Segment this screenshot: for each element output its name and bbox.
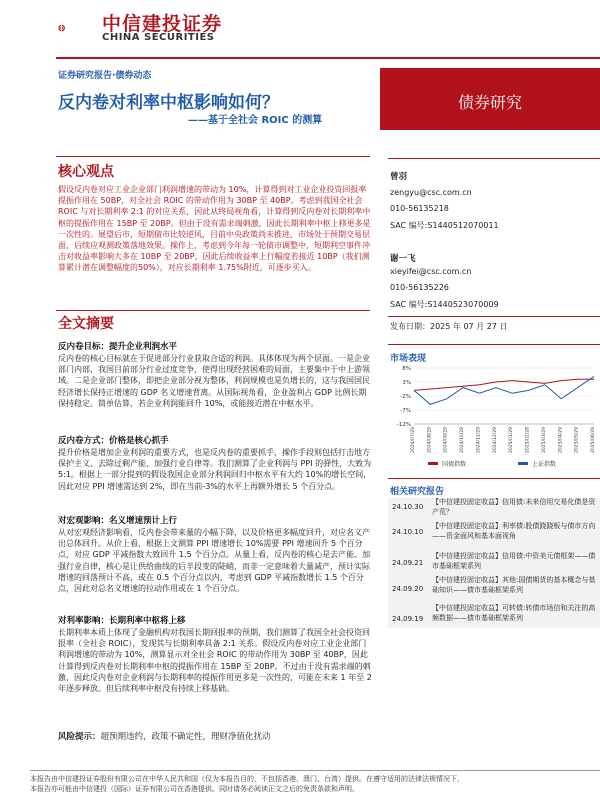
right-divider: [388, 316, 600, 317]
chart-series-line: [414, 379, 594, 390]
related-heading: 相关研究报告: [390, 487, 445, 497]
chart-y-tick-label: 3%: [402, 380, 411, 386]
chart-x-tick-label: 2025/01/29: [509, 427, 515, 453]
abstract-sub-heading: 反内卷方式：价格是核心抓手: [58, 436, 169, 446]
risk-text: 超预期违约，政策不确定性，理财净值化扰动: [100, 732, 271, 742]
abstract-heading: 全文摘要: [58, 316, 114, 332]
publish-value: 2025 年 07 月 27 日: [430, 322, 508, 331]
chart-y-tick-label: -12%: [396, 422, 411, 428]
chart-x-tick-label: 2024/11/29: [476, 427, 482, 453]
right-divider: [388, 478, 600, 479]
right-divider: [388, 158, 600, 159]
author-phone: 010-56135226: [390, 283, 449, 292]
abstract-sub-heading: 对利率影响：长期利率中枢将上移: [58, 616, 186, 626]
related-item-link[interactable]: 【中信建投固定收益】信用债:中资美元债框架——债市基础框架系列: [432, 552, 596, 570]
section-divider: [56, 156, 370, 157]
abstract-paragraph: 提升价格是增加企业利润的重要方式，也是反内卷的重要抓手，操作手段则包括打击地方保护主义、去除过剩产能、加强行业自律等。我们测算了企业利润与 PPI 的弹性，大致为 5:1。根据上一部分提到的假设我国企业部分利润回归中枢水平有大约 10%的增长空间，因此对应 PPI 增速需达到 2%，即在当前-3%的水平上再额外增长 5 个百分点。: [58, 448, 372, 491]
market-chart: [388, 362, 600, 474]
page-title: 反内卷对利率中枢影响如何？: [58, 93, 279, 113]
chart-legend-label: 国债指数: [442, 461, 467, 468]
chart-x-tick-label: 2025/03/29: [541, 427, 547, 453]
author-email[interactable]: xieyifei@csc.com.cn: [390, 267, 472, 276]
related-item-link[interactable]: 【中信建投固定收益】可转债:转债市场信和关注的高频数据——债市基础框架系列: [432, 604, 596, 622]
chart-x-tick-label: 2025/02/28: [525, 427, 531, 453]
company-name-cn: 中信建投证券: [102, 13, 223, 35]
related-item-link[interactable]: 【中信建投固定收益】信用债:未来信用交易化债是资产荒？: [432, 498, 596, 516]
risk-label: 风险提示：: [58, 732, 101, 742]
chart-x-tick-label: 2025/04/29: [558, 427, 564, 453]
market-heading: 市场表现: [390, 354, 427, 364]
disclaimer: [30, 774, 600, 794]
risk-note: [58, 732, 372, 743]
section-divider: [56, 310, 370, 311]
disclaimer-line: 本报告由中信建投证券股份有限公司在中华人民共和国（仅为本报告目的，不包括香港、澳门、台湾）提供。在遵守适用的法律法规情况下，: [30, 775, 464, 783]
category-label: 债券研究: [457, 93, 522, 112]
author-name: 谢一飞: [390, 254, 416, 264]
chart-y-tick-label: 8%: [402, 366, 411, 372]
company-logo-icon: [58, 8, 98, 48]
chart-y-tick-label: -2%: [400, 394, 411, 400]
abstract-paragraph: 长期利率本质上体现了金融机构对我国长期回报率的预期，我们测算了我国全社会投资回报率（全社会 ROIC），发现其与长期利率具备 2:1 关系。假设反内卷对应工业企业部门利润增速的带动为 10%，测算显示对全社会 ROIC 的带动作用为 30BP 至 40BP，因此计算得到反内卷对长期利率中枢的提振作用在 15BP 至 20BP。不过由于没有需求端的刺激，因此反内卷对企业利润与长期利率的提振作用更多是一次性的，可能在未来 1 年至 2 年逐步释放。但后续利率中枢没有持续上移基础。: [58, 628, 372, 694]
abstract-paragraph: 从对宏观经济影响看，反内卷会带来量的小幅下降，以及价格更多幅度回升，对应名义产出总体回升。从价上看，根据上文测算 PPI 增速增长 10%需要 PPI 增速回升 5 个百分点，对应 GDP 平减指数大致回升 1.5 个百分点。从量上看，反内卷的核心是去产能、加强行业自律，核心是让供给曲线的后半段变的陡峭，而非一定意味着大量减产，预计实际增速的回落预计不高，或在 0.5 个百分点以内，考虑到 GDP 平减指数增长 1.5 个百分点，因此对总名义增速的拉动作用或在 1 个百分点。: [58, 528, 371, 594]
related-item-date: 24.09.21: [392, 559, 424, 567]
core-view-heading: 核心观点: [58, 164, 114, 180]
header-divider: [56, 57, 600, 59]
page-subtitle: ——基于全社会 ROIC 的测算: [188, 115, 323, 126]
disclaimer-line: 本报告亦可能由中信建投（国际）证券有限公司在香港提供。同时请务必阅读正文之后的免责条款和声明。: [30, 785, 359, 793]
author-sac: SAC 编号:S1440523070009: [390, 300, 499, 309]
chart-x-tick-label: 2024/09/29: [443, 427, 449, 453]
related-item-date: 24.10.30: [392, 503, 424, 511]
author-phone: 010-56135218: [390, 204, 449, 213]
related-item-date: 24.09.19: [392, 615, 424, 623]
author-sac: SAC 编号:S1440512070011: [390, 221, 499, 230]
company-name-en: CHINA SECURITIES: [102, 32, 215, 43]
chart-x-tick-label: 2024/10/29: [460, 427, 466, 453]
footer-divider: [30, 770, 600, 771]
related-item-link[interactable]: 【中信建投固定收益】利率债:股债跷跷板与债市方向——资金面风和基本面视角: [432, 522, 596, 540]
chart-legend-swatch: [518, 462, 528, 465]
related-item-link[interactable]: 【中信建投固定收益】其他:国债期货的基本概念与基础知识——债市基础框架系列: [432, 576, 596, 594]
chart-x-tick-label: 2024/07/29: [411, 427, 416, 453]
chart-x-tick-label: 2024/12/29: [492, 427, 498, 453]
related-item-date: 24.10.10: [392, 528, 424, 536]
related-item-date: 24.09.20: [392, 585, 424, 593]
core-view-text: 假设反内卷对应工业企业部门利润增速的带动为 10%，计算得到对工业企业投资回报率提振作用在 50BP，对全社会 ROIC 的带动作用为 30BP 至 40BP。考虑到我国全社会 ROIC 与对长期利率 2:1 的对应关系，因此从终局视角看，计算得到反内卷对长期利率中枢的提振作用在 15BP 至 20BP。但由于没有需求端刺激，因此长期利率中枢上移更多是一次性的。展望后市，短期债市比较逆风，目前中央政策尚未推进，市场处于预期交易层面，后续应观测政策落地效果。操作上，考虑到今年每一轮债市调整中，短期利空事件冲击对收益率影响大多在 10BP 至 20BP，因此后续收益率上行幅度若接近 10BP（我们测算累计潜在调整幅度的50%），对应长期利率 1.75%附近，可逐步买入。: [58, 185, 371, 273]
chart-x-tick-label: 2025/06/29: [591, 427, 596, 453]
abstract-sub-heading: 反内卷目标：提升企业利润水平: [58, 342, 178, 352]
chart-x-tick-label: 2024/08/29: [427, 427, 433, 453]
author-email[interactable]: zengyu@csc.com.cn: [390, 188, 472, 197]
right-divider: [388, 344, 600, 345]
abstract-paragraph: 反内卷的核心目标就在于促进部分行业获取合适的利润。具体体现为两个层面。一是企业部门内部，我国目前部分行业过度竞争，使得出现经营困难的局面，主要集中于中上游领域。二是企业部门整体，即把企业部分视为整体，利润规模也是负增长的，这与我国国民经济增长保持正增速的 GDP 名义增速背离。从国际视角看，企业盈利占 GDP 比例长期保持稳定。简单估算，若企业利润能回升 10%，或能接近潜在中枢水平。: [58, 354, 370, 408]
chart-y-tick-label: -7%: [400, 408, 411, 414]
publish-date: [390, 321, 507, 332]
chart-legend-label: 上证指数: [532, 461, 557, 468]
breadcrumb: 证券研究报告·债券动态: [58, 71, 152, 81]
publish-label: 发布日期：: [390, 322, 430, 331]
abstract-sub-heading: 对宏观影响：名义增速预计上行: [58, 516, 178, 526]
chart-x-tick-label: 2025/05/29: [574, 427, 580, 453]
chart-legend-swatch: [428, 462, 438, 465]
author-name: 曾羽: [390, 172, 408, 182]
